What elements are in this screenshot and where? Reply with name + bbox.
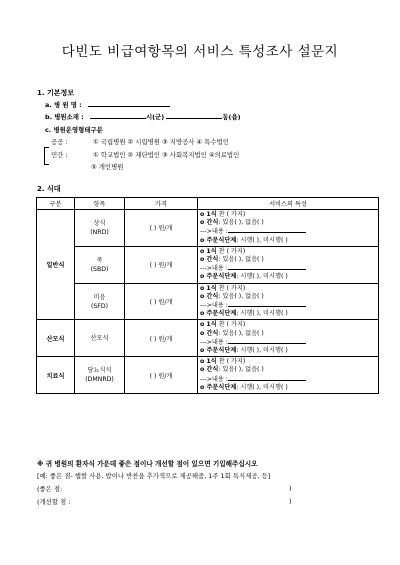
hospital-name-field[interactable] [88,100,170,107]
table-row [37,283,379,320]
feature-order-value[interactable]: : 시행( ), 미시행( ) [236,236,288,244]
item-cell [75,357,125,394]
table-header-row [37,198,379,210]
section1-heading: 1. 기본정보 [37,89,75,97]
feature-order-value[interactable]: : 시행( ), 미시행( ) [236,347,288,355]
item-code: (NRD) [90,228,109,236]
type-label: c. 병원운영형태구분 [45,126,103,134]
section2-heading: 2. 식대 [37,185,61,193]
comment-note: ※ 귀 병원의 환자식 가운데 좋은 점이나 개선할 점이 있으면 기입해주십시오 [37,460,258,468]
page-title: 다빈도 비급여항목의 서비스 특성조사 설문지 [61,44,339,60]
private-options-2: ⑤ 개인병원 [91,163,124,171]
feature-content-field[interactable] [228,227,306,233]
feature-snack-label: o 간식 [200,292,219,300]
feature-order-value[interactable]: : 시행( ), 미시행( ) [236,273,288,281]
feature-order-label: o 주문식단제 [200,347,237,355]
feature-cell [198,357,379,394]
hospital-name-row [45,100,170,109]
improve-point-label: (개선할 점 : [37,498,71,506]
header-price: 가격 [125,198,198,210]
header-feature: 서비스의 특성 [198,198,379,210]
price-cell[interactable]: ( ) 원/개 [125,210,198,247]
feature-content-label: --->내용 : [200,375,228,383]
header-category: 구분 [37,198,75,210]
location-district-field[interactable] [166,112,222,119]
item-name: 죽 [96,256,103,264]
feature-snack-label: o 간식 [200,219,219,227]
feature-meal-label: o 1식 [200,284,217,292]
category-cell: 일반식 [37,210,75,320]
hospital-name-label: a. 병 원 명 : [45,101,82,109]
good-point-label: (좋은 점: [37,485,63,493]
category-cell: 산모식 [37,320,75,357]
item-cell [75,283,125,320]
feature-content-field[interactable] [228,338,306,344]
feature-content-field[interactable] [228,264,306,270]
feature-meal-value[interactable]: 찬 ( 가지) [218,358,246,366]
location-district-label: 동(읍) [222,113,241,121]
price-cell[interactable]: ( ) 원/개 [125,246,198,283]
header-item: 항목 [75,198,125,210]
feature-snack-value[interactable]: : 있음( ), 없음( ) [218,292,264,300]
table-row [37,210,379,247]
feature-meal-label: o 1식 [200,211,217,218]
feature-meal-value[interactable]: 찬 ( 가지) [218,284,246,292]
feature-meal-value[interactable]: 찬 ( 가지) [218,247,246,255]
feature-content-label: --->내용 : [200,228,228,236]
price-cell[interactable]: ( ) 원/개 [125,320,198,357]
item-cell [75,210,125,247]
item-name: 미음 [93,293,106,301]
item-cell [75,320,125,357]
feature-content-field[interactable] [228,301,306,307]
location-city-label: 시(군) [145,113,165,121]
item-name: 상식 [93,219,106,227]
feature-snack-value[interactable]: : 있음( ), 없음( ) [218,219,264,227]
feature-order-label: o 주문식단제 [200,383,237,391]
item-code: (DMNRD) [85,376,114,384]
item-code: (SFD) [90,302,109,310]
feature-snack-value[interactable]: : 있음( ), 없음( ) [218,256,264,264]
private-options: ① 학교법인 ② 재단법인 ③ 사회복지법인 ④의료법인 [93,151,240,159]
feature-meal-label: o 1식 [200,321,217,329]
location-row [45,112,241,121]
feature-snack-label: o 간식 [200,329,219,337]
feature-content-label: --->내용 : [200,302,228,310]
meal-table [36,197,379,394]
feature-meal-label: o 1식 [200,247,217,255]
item-name: 당뇨식식 [87,367,112,375]
feature-meal-label: o 1식 [200,358,217,366]
feature-content-label: --->내용 : [200,338,228,346]
feature-order-label: o 주문식단제 [200,236,237,244]
item-code: (SBD) [90,265,109,273]
feature-cell [198,246,379,283]
feature-content-field[interactable] [228,375,306,381]
feature-meal-value[interactable]: 찬 ( 가지) [218,321,246,329]
private-label: 민간 : [51,151,68,159]
good-point-row[interactable] [37,484,297,493]
public-options: ① 국립병원 ② 시립병원 ③ 지방공사 ④ 특수법인 [93,138,229,146]
improve-point-row[interactable] [37,497,297,506]
good-point-close: ) [289,484,292,492]
item-name: 산모식 [90,334,109,342]
private-row [51,150,239,159]
table-row [37,320,379,357]
feature-order-value[interactable]: : 시행( ), 미시행( ) [236,383,288,391]
feature-order-value[interactable]: : 시행( ), 미시행( ) [236,310,288,318]
feature-cell [198,210,379,247]
table-row [37,357,379,394]
location-city-field[interactable] [90,112,146,119]
feature-snack-label: o 간식 [200,366,219,374]
table-row [37,246,379,283]
feature-snack-label: o 간식 [200,256,219,264]
type-bracket [44,147,49,165]
feature-snack-value[interactable]: : 있음( ), 없음( ) [218,366,264,374]
feature-order-label: o 주문식단제 [200,273,237,281]
comment-example: [예: 좋은 점- 햅쌀 사용, 밥이나 반찬을 추가적으로 제공해줌, 1주 1회 특식제공, 등] [37,472,271,480]
feature-order-label: o 주문식단제 [200,310,237,318]
price-cell[interactable]: ( ) 원/개 [125,283,198,320]
feature-cell [198,320,379,357]
location-label: b. 병원소재 : [45,113,84,121]
item-cell [75,246,125,283]
feature-snack-value[interactable]: : 있음( ), 없음( ) [218,329,264,337]
public-label: 공공 : [51,138,68,146]
public-row [51,137,229,146]
price-cell[interactable]: ( ) 원/개 [125,357,198,394]
feature-cell [198,283,379,320]
feature-content-label: --->내용 : [200,265,228,273]
category-cell: 치료식 [37,357,75,394]
improve-point-close: ) [289,497,292,505]
feature-meal-value[interactable]: 찬 ( 가지) [218,211,246,218]
